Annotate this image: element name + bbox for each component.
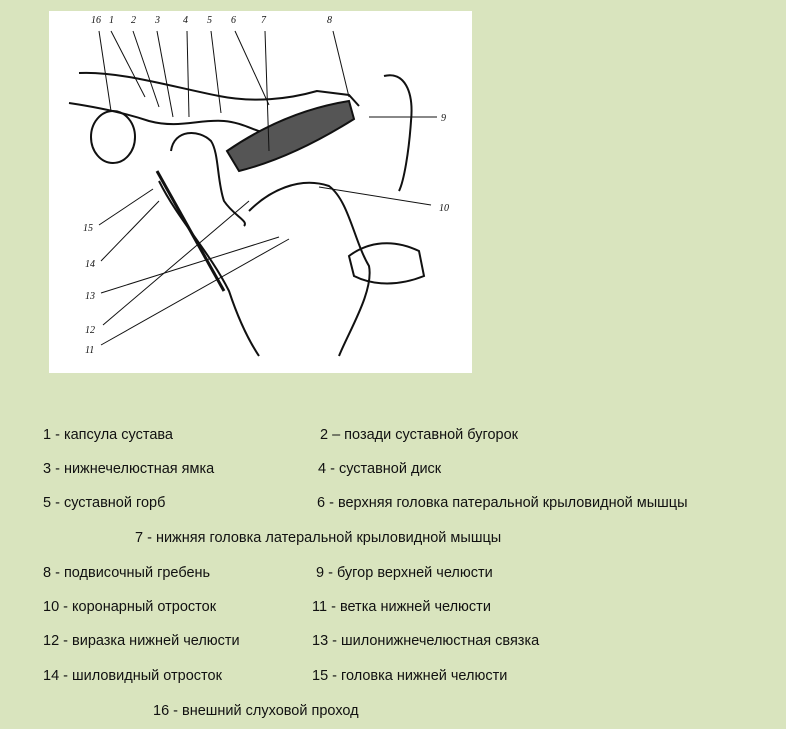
fig-number-1: 1 bbox=[109, 15, 114, 26]
ramus-posterior bbox=[159, 181, 259, 356]
fig-number-12: 12 bbox=[85, 325, 95, 336]
teeth-shape bbox=[349, 243, 424, 283]
fig-number-7: 7 bbox=[261, 15, 266, 26]
maxilla-outline bbox=[384, 75, 412, 191]
legend-item-14: 14 - шиловидный отросток bbox=[43, 668, 222, 684]
legend-item-13: 13 - шилонижнечелюстная связка bbox=[312, 633, 540, 649]
fig-number-8: 8 bbox=[327, 15, 332, 26]
fig-number-5: 5 bbox=[207, 15, 212, 26]
legend-item-4: 4 - суставной диск bbox=[318, 461, 442, 477]
fig-number-6: 6 bbox=[231, 15, 236, 26]
fig-number-4: 4 bbox=[183, 15, 188, 26]
legend-item-11: 11 - ветка нижней челюсти bbox=[312, 599, 491, 615]
legend-item-6: 6 - верхняя головка патеральной крыловидной мышцы bbox=[317, 495, 688, 511]
legend-item-5: 5 - суставной горб bbox=[43, 495, 166, 511]
legend-item-10: 10 - коронарный отросток bbox=[43, 599, 217, 615]
legend-item-9: 9 - бугор верхней челюсти bbox=[316, 565, 493, 581]
legend-item-8: 8 - подвисочный гребень bbox=[43, 565, 211, 581]
fig-number-3: 3 bbox=[155, 15, 160, 26]
legend-item-16: 16 - внешний слуховой проход bbox=[153, 703, 359, 719]
fig-number-16: 16 bbox=[91, 15, 101, 26]
fig-number-14: 14 bbox=[85, 259, 95, 270]
pterygoid-muscle bbox=[227, 101, 354, 171]
legend-item-3: 3 - нижнечелюстная ямка bbox=[43, 461, 215, 477]
legend-item-1: 1 - капсула сустава bbox=[43, 427, 173, 443]
skull-base-outline bbox=[79, 73, 359, 106]
fig-number-11: 11 bbox=[85, 345, 95, 356]
fig-number-10: 10 bbox=[439, 203, 449, 214]
ear-canal-shape bbox=[91, 111, 135, 163]
fig-number-15: 15 bbox=[83, 223, 93, 234]
fig-number-9: 9 bbox=[441, 113, 446, 124]
legend-item-12: 12 - виразка нижней челюсти bbox=[43, 633, 240, 649]
legend-item-2: 2 – позади суставной бугорок bbox=[320, 427, 519, 443]
legend-item-7: 7 - нижняя головка латеральной крыловидной мышцы bbox=[135, 530, 502, 546]
legend-item-15: 15 - головка нижней челюсти bbox=[312, 668, 508, 684]
fig-number-2: 2 bbox=[131, 15, 136, 26]
tmj-drawing bbox=[49, 11, 472, 373]
tmj-anatomy-figure bbox=[49, 11, 472, 373]
fig-number-13: 13 bbox=[85, 291, 95, 302]
